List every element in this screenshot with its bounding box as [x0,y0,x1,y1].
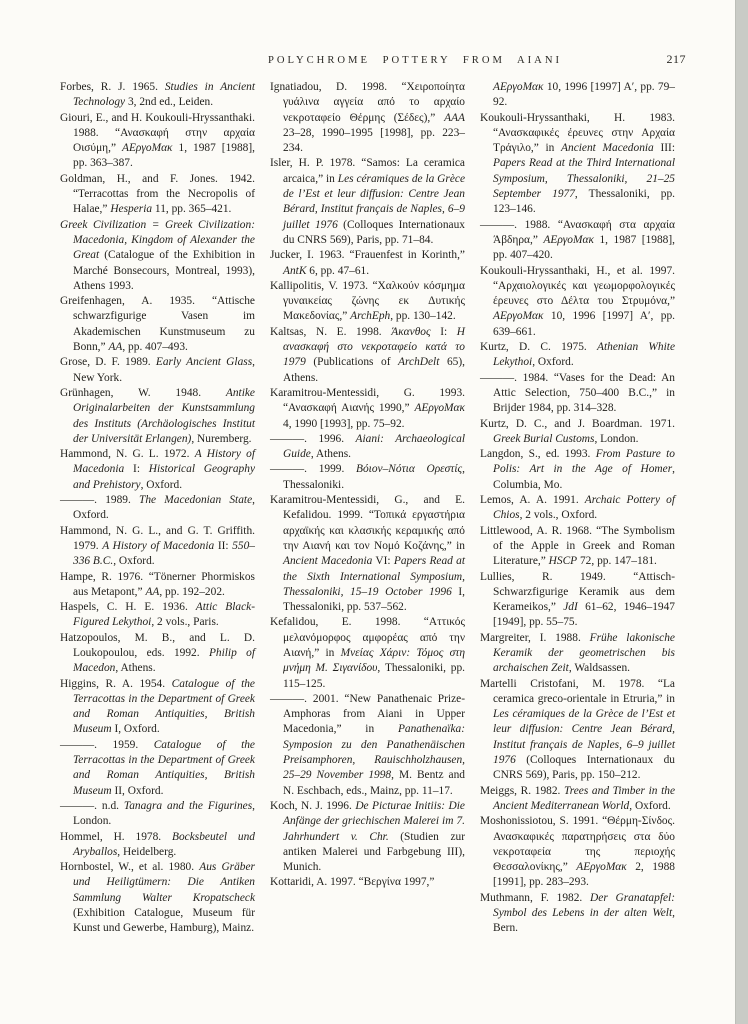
bibliography-entry: Greek Civilization = Greek Civilization: Macedonia, Kingdom of Alexander the Great (Catalogue of the Exhibition in Marché Bonsecours, Montreal, 1993), Athens 1993. [60,218,255,292]
bibliography-entry: ———. 1984. “Vases for the Dead: An Attic Selection, 750–400 B.C.,” in Brijder 1984, pp. 314–328. [480,371,675,415]
bibliography-entry: Lemos, A. A. 1991. Archaic Pottery of Chios, 2 vols., Oxford. [480,494,676,522]
page-header [268,52,686,67]
bibliography-entry: Ignatiadou, D. 1998. “Χειροποίητα γυάλινα αγγεία από το αρχαίο νεκροταφείο Θέρμης (Σέδες),” ΑΑΑ 23–28, 1990–1995 [1998], pp. 223–234. [270,81,465,155]
page-edge-strip [735,0,748,1024]
bibliography-entry: Meiggs, R. 1982. Trees and Timber in the Ancient Mediterranean World, Oxford. [480,784,676,812]
bibliography-entry: ———. 1996. Aiani: Archaeological Guide, Athens. [270,432,465,461]
bibliography-entry: Grose, D. F. 1989. Early Ancient Glass, New York. [60,356,255,384]
bibliography-entry: Kefalidou, E. 1998. “Αττικός μελανόμορφος αμφορέας από την Αιανή,” in Μνείας Χάριν: Τόμος στη μνήμη Μ. Σιγανίδου, Thessaloniki, pp. 115–125. [270,616,465,690]
bibliography-entry: ———. 1989. The Macedonian State, Oxford. [60,494,256,522]
bibliography-entry: Hatzopoulos, M. B., and L. D. Loukopoulou, eds. 1992. Philip of Macedon, Athens. [60,631,255,675]
bibliography-column-3 [480,80,675,937]
bibliography-entry: Jucker, I. 1963. “Frauenfest in Korinth,” AntK 6, pp. 47–61. [270,249,465,277]
bibliography-entry: Karamitrou-Mentessidi, G., and E. Kefalidou. 1999. “Τοπικά εργαστήρια αρχαϊκής και κλασικής κεραμικής από την Αιανή και τον Νομό Κοζάνης,” in Ancient Macedonia VI: Papers Read at the Sixth International Symposium, Thessaloniki, 15–19 October 1996 I, Thessaloniki, pp. 537–562. [270,494,465,614]
bibliography-entry: Muthmann, F. 1982. Der Granatapfel: Symbol des Lebens in der alten Welt, Bern. [480,891,676,935]
running-head: POLYCHROME POTTERY FROM AIANI [268,55,563,66]
bibliography-entry: Goldman, H., and F. Jones. 1942. “Terracottas from the Necropolis of Halae,” Hesperia 11, pp. 365–421. [60,172,255,216]
bibliography-entry: ———. n.d. Tanagra and the Figurines, London. [60,799,255,828]
bibliography-entry: Greifenhagen, A. 1935. “Attische schwarzfigurige Vasen im Akademischen Kunstmuseum zu Bonn,” AA, pp. 407–493. [60,295,255,354]
bibliography-entry: Karamitrou-Mentessidi, G. 1993. “Ανασκαφή Αιανής 1990,” ΑΕργοΜακ 4, 1990 [1993], pp. 75–92. [270,386,465,430]
bibliography-entry: Hommel, H. 1978. Bocksbeutel und Aryballos, Heidelberg. [60,830,255,858]
page-number: 217 [666,52,686,66]
bibliography-entry: Giouri, E., and H. Koukouli-Hryssanthaki. 1988. “Ανασκαφή στην αρχαία Οισύμη,” ΑΕργοΜακ 1, 1987 [1988], pp. 363–387. [60,111,255,170]
bibliography-entry: Kaltsas, N. E. 1998. Άκανθος I: Η ανασκαφή στο νεκροταφείο κατά το 1979 (Publications of ArchDelt 65), Athens. [270,325,465,384]
bibliography-entry: Koch, N. J. 1996. De Picturae Initiis: Die Anfänge der griechischen Malerei im 7. Jahrhundert v. Chr. (Studien zur antiken Malerei und Farbgebung III), Munich. [270,799,466,874]
bibliography-column-2 [270,80,465,891]
bibliography-entry: Kallipolitis, V. 1973. “Χαλκούν κόσμημα γυναικείας ζώνης εκ Δυτικής Μακεδονίας,” ArchEph, pp. 130–142. [270,279,465,323]
bibliography-entry: ———. 2001. “New Panathenaic Prize-Amphoras from Aiani in Upper Macedonia,” in Panathenaïka: Symposion zu den Panathenäischen Preisamphoren, Rauischholzhausen, 25–29 November 1998, M. Bentz and N. Eschbach, eds., Mainz, pp. 11–17. [270,692,465,797]
bibliography-entry: Kottaridi, A. 1997. “Βεργίνα 1997,” [270,876,435,889]
bibliography-entry: Kurtz, D. C. 1975. Athenian White Lekythoi, Oxford. [480,341,675,369]
bibliography [60,80,675,937]
bibliography-entry: Moshonissiotou, S. 1991. “Θέρμη-Σίνδος. Ανασκαφικές παρατηρήσεις στα δύο νεκροταφεία της περιοχής Θεσσαλονίκης,” ΑΕργοΜακ 2, 1988 [1991], pp. 283–293. [480,815,675,889]
bibliography-entry: Koukouli-Hryssanthaki, H., et al. 1997. “Αρχαιολογικές και γεωμορφολογικές έρευνες στο Δέλτα του Στρυμόνα,” ΑΕργοΜακ 10, 1996 [1997] Α′, pp. 639–661. [480,264,675,338]
bibliography-entry: ———. 1959. Catalogue of the Terracottas in the Department of Greek and Roman Antiquities, British Museum II, Oxford. [60,738,255,797]
bibliography-entry: Hampe, R. 1976. “Tönerner Phormiskos aus Metapont,” AA, pp. 192–202. [60,570,255,598]
bibliography-entry: Martelli Cristofani, M. 1978. “La ceramica greco-orientale in Etruria,” in Les céramiques de la Grèce de l’Est et leur diffusion: Centre Jean Bérard, Institut français de Naples, 6–9 juillet 1976 (Colloques Internationaux du CNRS 569), Paris, pp. 150–212. [480,677,675,782]
bibliography-entry: Margreiter, I. 1988. Frühe lakonische Keramik der geometrischen bis archaischen Zeit, Waldsassen. [480,631,675,675]
bibliography-entry: Kurtz, D. C., and J. Boardman. 1971. Greek Burial Customs, London. [480,417,675,445]
bibliography-entry: Forbes, R. J. 1965. Studies in Ancient Technology 3, 2nd ed., Leiden. [60,81,256,109]
bibliography-column-1 [60,80,255,937]
bibliography-entry: Koukouli-Hryssanthaki, H. 1983. “Ανασκαφικές έρευνες στην Αρχαία Τράγιλο,” in Ancient Macedonia III: Papers Read at the Third International Symposium, Thessaloniki, 21–25 September 1977, Thessaloniki, pp. 123–146. [480,111,675,216]
bibliography-entry: Hammond, N. G. L. 1972. A History of Macedonia I: Historical Geography and Prehistory, Oxford. [60,448,256,491]
bibliography-entry: Isler, H. P. 1978. “Samos: La ceramica arcaica,” in Les céramiques de la Grèce de l’Est et leur diffusion: Centre Jean Bérard, Institut français de Naples, 6–9 juillet 1976 (Colloques Internationaux du CNRS 569), Paris, pp. 71–84. [270,157,465,246]
bibliography-entry: Langdon, S., ed. 1993. From Pasture to Polis: Art in the Age of Homer, Columbia, Mo. [480,448,675,491]
bibliography-entry: Higgins, R. A. 1954. Catalogue of the Terracottas in the Department of Greek and Roman Antiquities, British Museum I, Oxford. [60,677,255,736]
bibliography-entry: Hammond, N. G. L., and G. T. Griffith. 1979. A History of Macedonia II: 550–336 B.C., Oxford. [60,524,255,568]
bibliography-entry: ΑΕργοΜακ 10, 1996 [1997] Α′, pp. 79–92. [493,81,675,109]
bibliography-entry: Littlewood, A. R. 1968. “The Symbolism of the Apple in Greek and Roman Literature,” HSCP 72, pp. 147–181. [480,524,675,568]
bibliography-entry: Grünhagen, W. 1948. Antike Originalarbeiten der Kunstsammlung des Instituts (Archäologisches Institut der Universität Erlangen), Nuremberg. [60,386,255,445]
bibliography-entry: ———. 1999. Βόιον–Νότια Ορεστίς, Thessaloniki. [270,463,465,491]
bibliography-entry: Haspels, C. H. E. 1936. Attic Black-Figured Lekythoi, 2 vols., Paris. [60,601,255,629]
bibliography-entry: ———. 1988. “Ανασκαφή στα αρχαία Άβδηρα,” ΑΕργοΜακ 1, 1987 [1988], pp. 407–420. [480,218,676,262]
bibliography-entry: Hornbostel, W., et al. 1980. Aus Gräber und Heiligtümern: Die Antiken Sammlung Walter Kropatscheck (Exhibition Catalogue, Museum für Kunst und Gewerbe, Hamburg), Mainz. [60,861,255,935]
bibliography-entry: Lullies, R. 1949. “Attisch-Schwarzfigurige Keramik aus dem Kerameikos,” JdI 61–62, 1946–1947 [1949], pp. 55–75. [480,570,675,629]
